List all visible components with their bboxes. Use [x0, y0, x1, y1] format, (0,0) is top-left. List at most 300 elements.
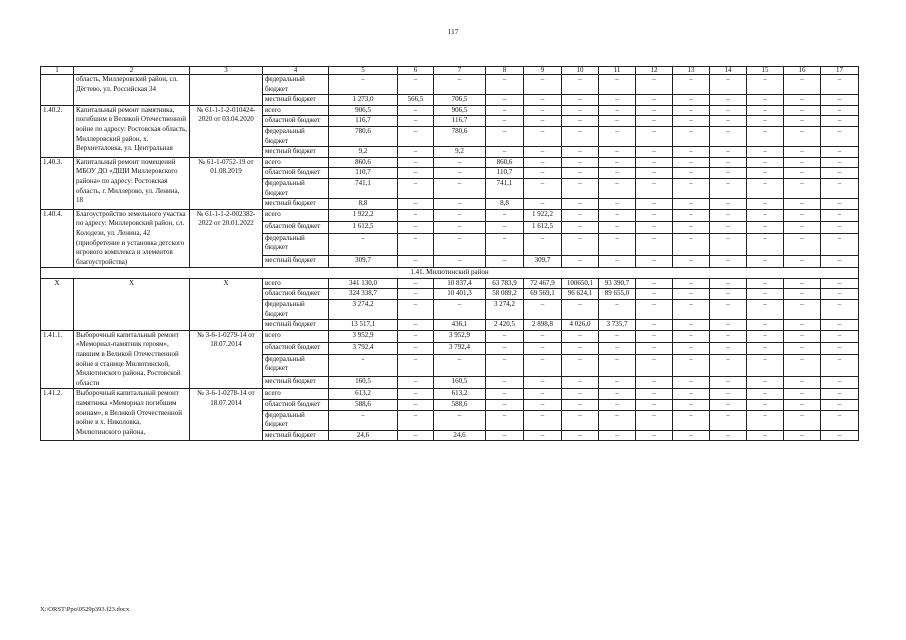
amount-cell: 9,2 [434, 147, 486, 158]
amount-cell: – [821, 400, 859, 411]
amount-cell: – [599, 377, 636, 389]
column-number: 11 [599, 67, 636, 75]
amount-cell: – [784, 157, 821, 168]
amount-cell: – [747, 95, 784, 106]
table-row [41, 389, 859, 400]
funding-source: местный бюджет [263, 377, 329, 389]
amount-cell: – [747, 320, 784, 331]
amount-cell: 324 338,7 [329, 289, 398, 300]
amount-cell: – [524, 75, 562, 95]
amount-cell: – [821, 389, 859, 400]
amount-cell: – [673, 330, 710, 342]
amount-cell: – [524, 168, 562, 179]
amount-cell: – [784, 320, 821, 331]
funding-source: федеральный бюджет [263, 233, 329, 256]
amount-cell: – [486, 389, 524, 400]
amount-cell: – [784, 400, 821, 411]
amount-cell: 860,6 [486, 157, 524, 168]
amount-cell: – [673, 95, 710, 106]
document-number [190, 75, 263, 106]
amount-cell: – [710, 157, 747, 168]
amount-cell: 341 130,0 [329, 278, 398, 289]
amount-cell: – [398, 300, 434, 320]
amount-cell: – [562, 209, 599, 221]
amount-cell: – [747, 342, 784, 354]
amount-cell: – [636, 116, 673, 127]
amount-cell: – [636, 330, 673, 342]
amount-cell: – [562, 95, 599, 106]
amount-cell: – [562, 354, 599, 377]
amount-cell: – [486, 221, 524, 233]
amount-cell: – [562, 342, 599, 354]
amount-cell: – [562, 233, 599, 256]
column-number: 3 [190, 67, 263, 75]
column-number: 10 [562, 67, 599, 75]
amount-cell: – [434, 209, 486, 221]
amount-cell: - [329, 354, 398, 377]
amount-cell: – [821, 233, 859, 256]
footer-file-path: X:\ORST\Ppo\0529p393.f23.docx [40, 606, 130, 613]
amount-cell: – [747, 400, 784, 411]
amount-cell: – [636, 300, 673, 320]
amount-cell: – [562, 126, 599, 146]
amount-cell: – [562, 178, 599, 198]
amount-cell: – [599, 354, 636, 377]
amount-cell: – [486, 147, 524, 158]
table-row [41, 209, 859, 221]
amount-cell: – [398, 377, 434, 389]
amount-cell: – [710, 320, 747, 331]
amount-cell: – [636, 320, 673, 331]
budget-table [40, 66, 859, 441]
amount-cell: 100650,1 [562, 278, 599, 289]
amount-cell: – [434, 157, 486, 168]
column-number: 6 [398, 67, 434, 75]
amount-cell: – [599, 126, 636, 146]
column-number: 12 [636, 67, 673, 75]
document-number: № 61-1-0752-19 от 01.08.2019 [190, 157, 263, 209]
amount-cell: 906,5 [329, 105, 398, 116]
amount-cell: – [524, 300, 562, 320]
amount-cell: – [486, 75, 524, 95]
table-row [41, 75, 859, 95]
amount-cell: – [821, 278, 859, 289]
amount-cell: 3 792,4 [434, 342, 486, 354]
amount-cell: 3 952,9 [434, 330, 486, 342]
amount-cell: – [398, 389, 434, 400]
amount-cell: – [434, 354, 486, 377]
amount-cell: – [486, 116, 524, 127]
amount-cell: – [821, 320, 859, 331]
amount-cell: – [398, 178, 434, 198]
amount-cell: – [673, 400, 710, 411]
amount-cell: – [784, 256, 821, 268]
object-name: Выборочный капитальный ремонт «Мемориал-памятник героям», павшим в Великой Отечественной войне в станице Милютинской, Милютинского района, Ростовской области [74, 330, 190, 389]
amount-cell: 613,2 [329, 389, 398, 400]
amount-cell: – [784, 330, 821, 342]
amount-cell: – [747, 199, 784, 210]
amount-cell: – [486, 410, 524, 430]
amount-cell: – [524, 354, 562, 377]
amount-cell: – [398, 199, 434, 210]
amount-cell: – [784, 209, 821, 221]
amount-cell: – [710, 209, 747, 221]
amount-cell: – [710, 342, 747, 354]
amount-cell: – [747, 410, 784, 430]
amount-cell: – [486, 105, 524, 116]
column-number: 5 [329, 67, 398, 75]
amount-cell: – [784, 199, 821, 210]
amount-cell: – [784, 389, 821, 400]
amount-cell: 9,2 [329, 147, 398, 158]
amount-cell: – [524, 233, 562, 256]
amount-cell: – [821, 410, 859, 430]
amount-cell: – [599, 300, 636, 320]
amount-cell: – [398, 400, 434, 411]
amount-cell: – [673, 157, 710, 168]
table-row [41, 330, 859, 342]
table-row [41, 157, 859, 168]
amount-cell: – [636, 126, 673, 146]
funding-source: областной бюджет [263, 400, 329, 411]
amount-cell: 436,1 [434, 320, 486, 331]
column-number: 1 [41, 67, 74, 75]
amount-cell: – [673, 199, 710, 210]
amount-cell: – [784, 233, 821, 256]
amount-cell: – [599, 157, 636, 168]
amount-cell: – [821, 377, 859, 389]
amount-cell: – [673, 221, 710, 233]
amount-cell: – [434, 199, 486, 210]
column-number: 17 [821, 67, 859, 75]
amount-cell: 613,2 [434, 389, 486, 400]
amount-cell: – [398, 221, 434, 233]
amount-cell: – [710, 377, 747, 389]
amount-cell: – [434, 256, 486, 268]
table-row [41, 278, 859, 289]
amount-cell: – [673, 389, 710, 400]
amount-cell: – [486, 256, 524, 268]
funding-source: областной бюджет [263, 168, 329, 179]
amount-cell: – [710, 410, 747, 430]
amount-cell: – [673, 105, 710, 116]
object-name: X [74, 278, 190, 330]
amount-cell: – [747, 354, 784, 377]
funding-source: федеральный бюджет [263, 178, 329, 198]
amount-cell: – [636, 95, 673, 106]
amount-cell: – [673, 178, 710, 198]
amount-cell: – [821, 168, 859, 179]
amount-cell: – [524, 342, 562, 354]
amount-cell: 741,1 [486, 178, 524, 198]
amount-cell: – [821, 116, 859, 127]
amount-cell: – [821, 105, 859, 116]
amount-cell: – [636, 157, 673, 168]
amount-cell: – [821, 354, 859, 377]
amount-cell: – [524, 95, 562, 106]
amount-cell: – [636, 233, 673, 256]
amount-cell: – [562, 105, 599, 116]
amount-cell: – [562, 157, 599, 168]
amount-cell: – [710, 199, 747, 210]
amount-cell: – [673, 256, 710, 268]
amount-cell: – [524, 410, 562, 430]
amount-cell: 1 922,2 [524, 209, 562, 221]
column-number: 14 [710, 67, 747, 75]
amount-cell: 24,6 [329, 430, 398, 441]
amount-cell: – [434, 300, 486, 320]
amount-cell: – [747, 105, 784, 116]
amount-cell: – [486, 95, 524, 106]
amount-cell: – [562, 400, 599, 411]
funding-source: всего [263, 278, 329, 289]
amount-cell: 309,7 [524, 256, 562, 268]
amount-cell: 93 390,7 [599, 278, 636, 289]
object-code: 1.40.3. [41, 157, 74, 209]
amount-cell: – [710, 147, 747, 158]
amount-cell: – [636, 377, 673, 389]
amount-cell: 3 952,9 [329, 330, 398, 342]
amount-cell: – [747, 168, 784, 179]
amount-cell: – [599, 209, 636, 221]
amount-cell: – [821, 157, 859, 168]
amount-cell: – [524, 157, 562, 168]
amount-cell: – [562, 256, 599, 268]
amount-cell: 588,6 [434, 400, 486, 411]
amount-cell: – [486, 377, 524, 389]
amount-cell: – [821, 289, 859, 300]
amount-cell: – [821, 330, 859, 342]
funding-source: областной бюджет [263, 221, 329, 233]
amount-cell: – [636, 342, 673, 354]
document-number: № 61-1-1-2-010424-2020 от 03.04.2020 [190, 105, 263, 157]
column-number: 16 [784, 67, 821, 75]
amount-cell: – [524, 199, 562, 210]
column-number: 4 [263, 67, 329, 75]
amount-cell: – [434, 221, 486, 233]
funding-source: федеральный бюджет [263, 354, 329, 377]
amount-cell: – [784, 221, 821, 233]
amount-cell: 110,7 [486, 168, 524, 179]
amount-cell: – [562, 389, 599, 400]
amount-cell: – [710, 430, 747, 441]
amount-cell: – [636, 221, 673, 233]
amount-cell: – [398, 116, 434, 127]
amount-cell: – [784, 168, 821, 179]
amount-cell: – [673, 377, 710, 389]
amount-cell: – [636, 199, 673, 210]
amount-cell: – [784, 116, 821, 127]
amount-cell: – [747, 178, 784, 198]
amount-cell: – [562, 410, 599, 430]
amount-cell: – [636, 75, 673, 95]
amount-cell: – [784, 126, 821, 146]
amount-cell: – [398, 354, 434, 377]
amount-cell: – [710, 126, 747, 146]
amount-cell: – [398, 168, 434, 179]
amount-cell: – [599, 105, 636, 116]
amount-cell: – [784, 354, 821, 377]
amount-cell: – [434, 75, 486, 95]
amount-cell: – [486, 342, 524, 354]
object-code: 1.40.2. [41, 105, 74, 157]
amount-cell: – [562, 300, 599, 320]
amount-cell: – [636, 168, 673, 179]
amount-cell: – [710, 400, 747, 411]
amount-cell: – [398, 289, 434, 300]
amount-cell: – [398, 105, 434, 116]
amount-cell: 110,7 [329, 168, 398, 179]
amount-cell: – [398, 256, 434, 268]
amount-cell: – [398, 342, 434, 354]
amount-cell: – [599, 330, 636, 342]
amount-cell: – [673, 233, 710, 256]
amount-cell: – [747, 233, 784, 256]
amount-cell: 63 783,9 [486, 278, 524, 289]
amount-cell: – [784, 410, 821, 430]
amount-cell: 89 655,0 [599, 289, 636, 300]
region-header-row [41, 268, 859, 279]
amount-cell: – [747, 126, 784, 146]
amount-cell: – [747, 278, 784, 289]
table-body [41, 67, 859, 441]
amount-cell: – [398, 278, 434, 289]
amount-cell: – [524, 116, 562, 127]
amount-cell: – [747, 377, 784, 389]
funding-source: всего [263, 330, 329, 342]
amount-cell: – [599, 168, 636, 179]
amount-cell: – [398, 320, 434, 331]
amount-cell: – [784, 430, 821, 441]
amount-cell: – [562, 75, 599, 95]
amount-cell: 588,6 [329, 400, 398, 411]
funding-source: местный бюджет [263, 147, 329, 158]
amount-cell: – [599, 147, 636, 158]
amount-cell: 1 612,5 [524, 221, 562, 233]
amount-cell: – [524, 389, 562, 400]
amount-cell: – [636, 178, 673, 198]
amount-cell: – [562, 199, 599, 210]
amount-cell: – [673, 116, 710, 127]
amount-cell: – [747, 389, 784, 400]
amount-cell: – [784, 95, 821, 106]
amount-cell: – [673, 289, 710, 300]
amount-cell: – [599, 199, 636, 210]
amount-cell: – [524, 400, 562, 411]
funding-source: областной бюджет [263, 342, 329, 354]
amount-cell: – [636, 105, 673, 116]
amount-cell: – [562, 168, 599, 179]
amount-cell: – [636, 354, 673, 377]
amount-cell: 860,6 [329, 157, 398, 168]
amount-cell: – [398, 430, 434, 441]
amount-cell: 780,6 [329, 126, 398, 146]
amount-cell: – [636, 430, 673, 441]
amount-cell: – [636, 147, 673, 158]
amount-cell: – [599, 430, 636, 441]
amount-cell: – [784, 278, 821, 289]
amount-cell: – [398, 209, 434, 221]
amount-cell: 116,7 [434, 116, 486, 127]
amount-cell: – [636, 256, 673, 268]
amount-cell: 4 026,0 [562, 320, 599, 331]
column-number: 2 [74, 67, 190, 75]
amount-cell: – [562, 221, 599, 233]
amount-cell: – [710, 221, 747, 233]
amount-cell: – [434, 410, 486, 430]
column-number: 8 [486, 67, 524, 75]
amount-cell: – [486, 354, 524, 377]
amount-cell: – [710, 256, 747, 268]
amount-cell: 2 898,8 [524, 320, 562, 331]
amount-cell: 780,6 [434, 126, 486, 146]
amount-cell: – [599, 95, 636, 106]
amount-cell: 706,5 [434, 95, 486, 106]
amount-cell: – [710, 75, 747, 95]
funding-source: федеральный бюджет [263, 75, 329, 95]
column-number: 13 [673, 67, 710, 75]
amount-cell: – [636, 389, 673, 400]
amount-cell: – [599, 410, 636, 430]
amount-cell: – [821, 75, 859, 95]
amount-cell: – [599, 178, 636, 198]
amount-cell: – [486, 400, 524, 411]
amount-cell: – [673, 126, 710, 146]
amount-cell: – [821, 342, 859, 354]
amount-cell: – [673, 430, 710, 441]
amount-cell: – [747, 147, 784, 158]
amount-cell: – [524, 330, 562, 342]
amount-cell: – [821, 209, 859, 221]
amount-cell: – [434, 178, 486, 198]
amount-cell: 13 517,1 [329, 320, 398, 331]
amount-cell: 3 274,2 [486, 300, 524, 320]
object-code: X [41, 278, 74, 330]
amount-cell: 1 273,0 [329, 95, 398, 106]
amount-cell: – [636, 209, 673, 221]
document-number: № 3-6-1-0279-14 от 18.07.2014 [190, 330, 263, 389]
amount-cell: – [673, 342, 710, 354]
amount-cell: – [434, 233, 486, 256]
amount-cell: – [710, 278, 747, 289]
amount-cell: – [398, 330, 434, 342]
amount-cell: – [710, 178, 747, 198]
amount-cell: – [562, 116, 599, 127]
amount-cell: – [398, 157, 434, 168]
amount-cell: – [398, 233, 434, 256]
amount-cell: – [636, 278, 673, 289]
funding-source: всего [263, 157, 329, 168]
funding-source: местный бюджет [263, 199, 329, 210]
amount-cell: – [398, 126, 434, 146]
object-name: Выборочный капитальный ремонт памятника «Мемориал погибшим воинам», в Великой Отечественной войне в х. Николовка, Милютинского района, [74, 389, 190, 441]
amount-cell: – [636, 410, 673, 430]
amount-cell: – [599, 116, 636, 127]
amount-cell: – [747, 209, 784, 221]
amount-cell: 1 612,5 [329, 221, 398, 233]
amount-cell: – [562, 147, 599, 158]
amount-cell: – [673, 300, 710, 320]
amount-cell: – [747, 300, 784, 320]
amount-cell: – [486, 233, 524, 256]
amount-cell: – [747, 221, 784, 233]
amount-cell: – [747, 256, 784, 268]
funding-source: федеральный бюджет [263, 410, 329, 430]
amount-cell: 8,8 [486, 199, 524, 210]
amount-cell: – [329, 75, 398, 95]
amount-cell: – [636, 400, 673, 411]
amount-cell: – [821, 147, 859, 158]
